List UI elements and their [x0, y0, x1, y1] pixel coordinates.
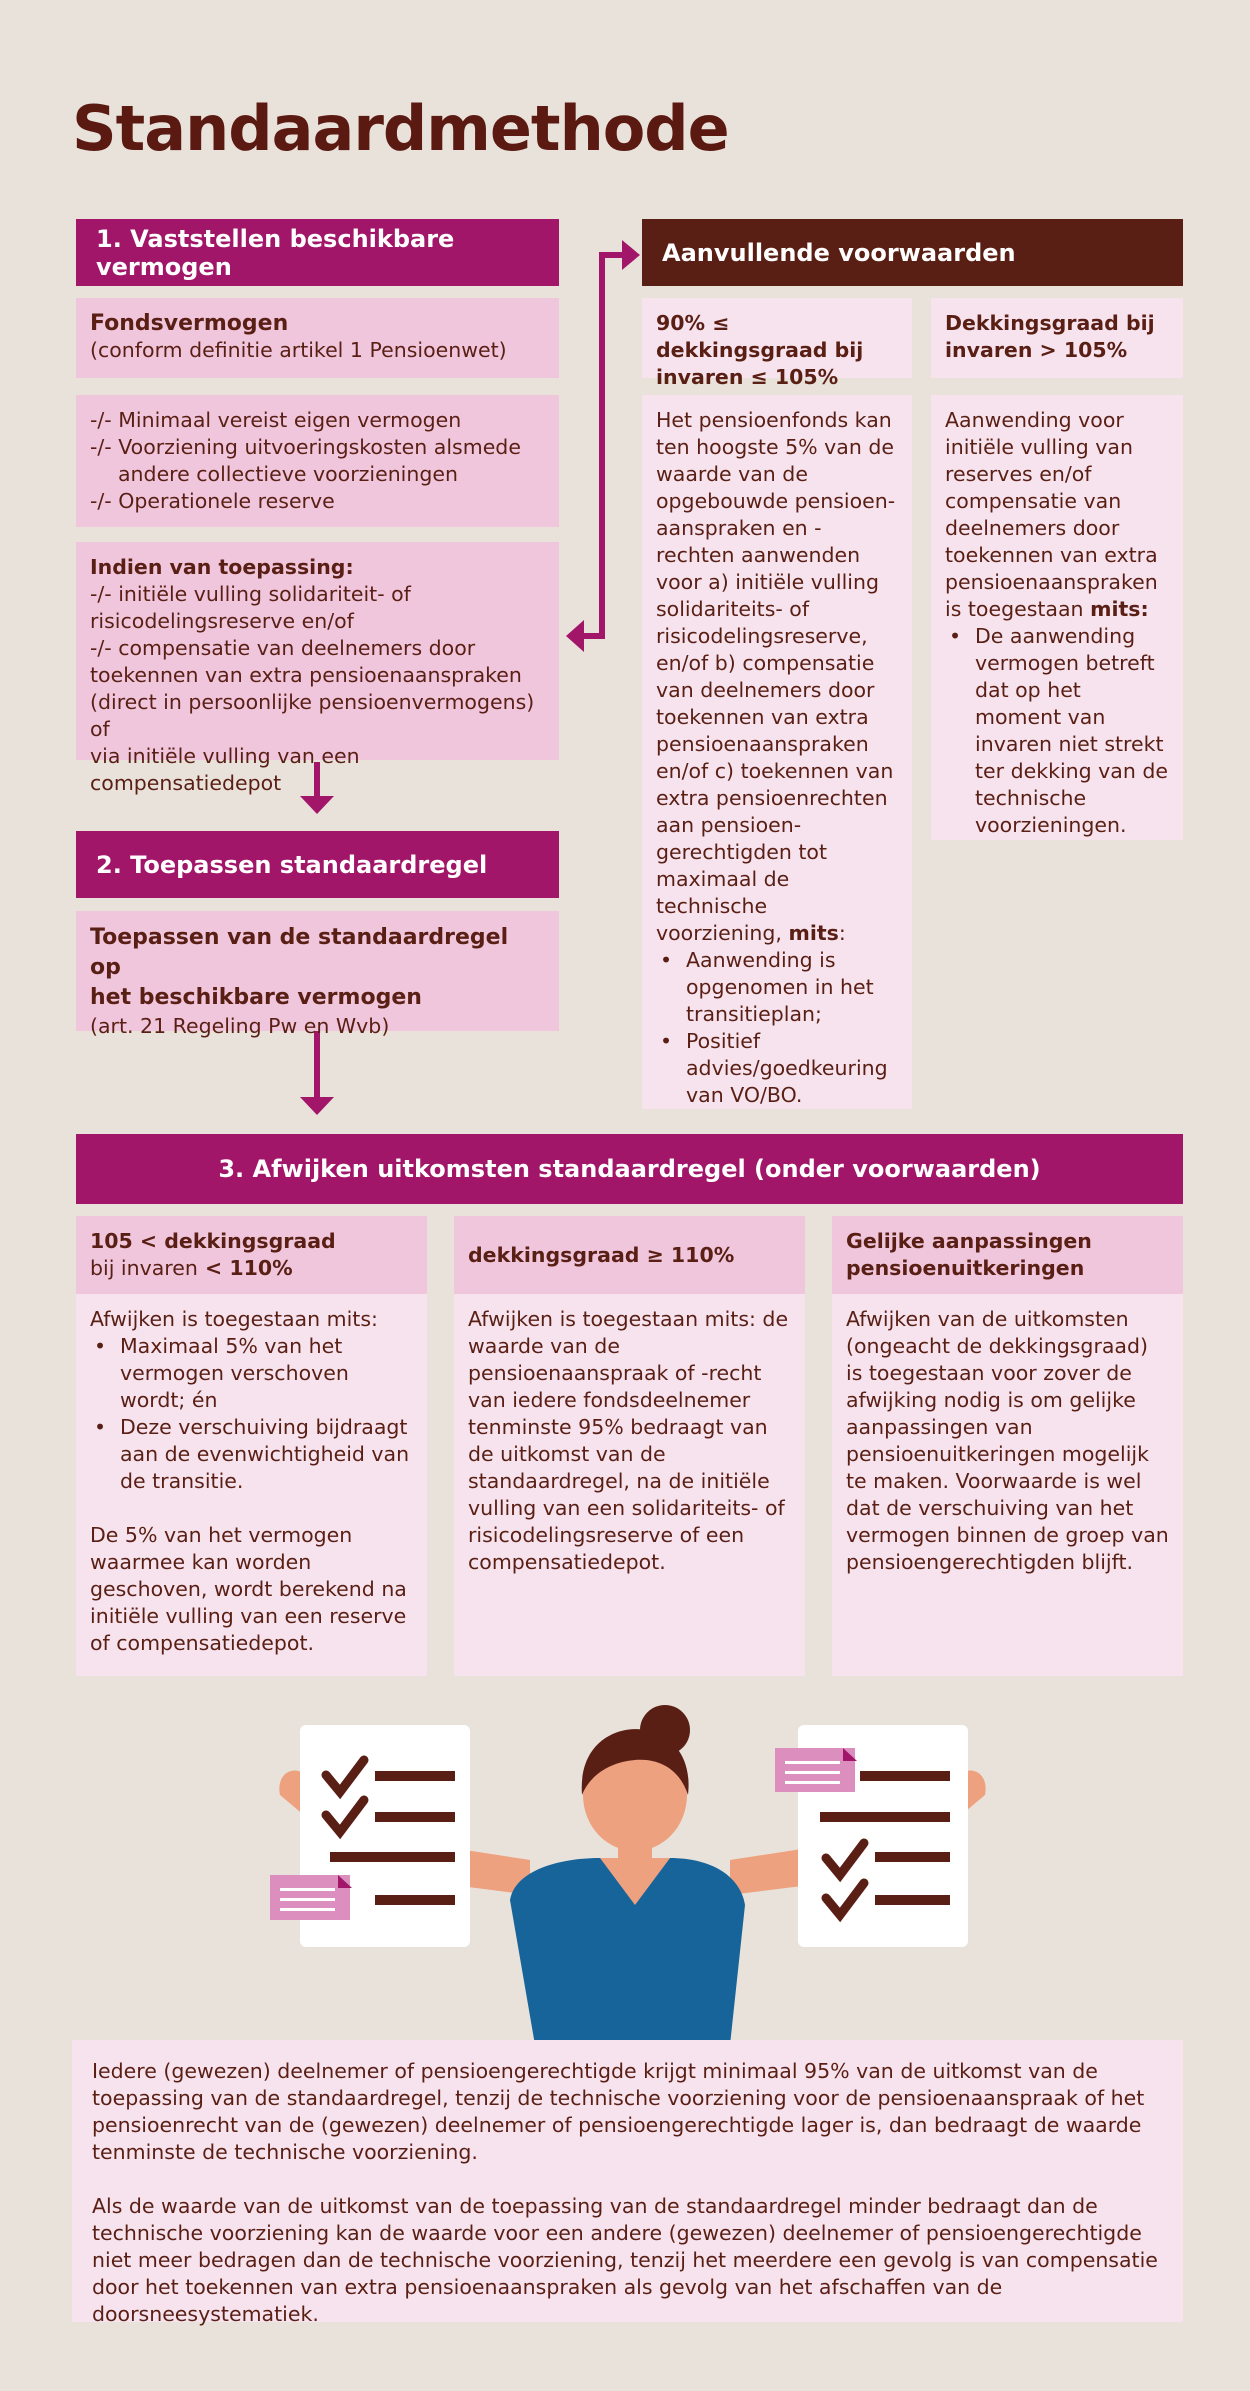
mits-label: mits	[788, 921, 839, 945]
bottom-note-box	[72, 2040, 1183, 2326]
col1-header-c: < 110%	[205, 1256, 293, 1280]
col1-intro: Afwijken is toegestaan mits:	[90, 1307, 378, 1331]
list-item: • Aanwending is opgenomen in het transitieplan;	[656, 947, 898, 1028]
standaardregel-title: Toepassen van de standaardregel op	[90, 925, 509, 980]
note-icon	[775, 1748, 857, 1792]
person-illustration	[260, 1700, 1000, 2045]
indien-line: -/- initiële vulling solidariteit- of	[90, 582, 411, 606]
col1-header-a: 105 < dekkingsgraad	[90, 1229, 336, 1253]
section3-col2-header: dekkingsgraad ≥ 110%	[454, 1216, 805, 1294]
aanvullend-col2-body	[931, 395, 1183, 840]
deduction-line: andere collectieve voorzieningen	[118, 462, 458, 486]
list-item: • Deze verschuiving bijdraagt aan de evenwichtigheid van de transitie.	[90, 1414, 413, 1495]
standaardregel-sub: (art. 21 Regeling Pw en Wvb)	[90, 1014, 390, 1038]
indien-line: toekennen van extra pensioenaanspraken	[90, 663, 522, 687]
indien-line: (direct in persoonlijke pensioenvermogens) of	[90, 690, 535, 741]
standaardregel-box	[76, 911, 559, 1038]
section3-col1-header	[76, 1216, 427, 1294]
deduction-line: -/- Minimaal vereist eigen vermogen	[90, 408, 462, 432]
aanvullend-col1-text: Het pensioenfonds kan ten hoogste 5% van de waarde van de opgebouwde pensioen-aanspraken en -rechten aanwenden voor a) initiële vulling solidariteits- of risicodelingsreserve, en/of b) compensatie van deelnemers door toekennen van extra pensioenaanspraken en/of c) toekennen van extra pensioenrechten aan pensioen-gerechtigden tot maximaal de technische voorziening,	[656, 408, 896, 945]
indien-title: Indien van toepassing:	[90, 555, 354, 579]
bottom-paragraph: Als de waarde van de uitkomst van de toepassing van de standaardregel minder bedraagt dan de technische voorziening kan de waarde voor een andere (gewezen) deelnemer of pensioengerechtigde niet meer bedragen dan de technische voorziening, tenzij het meerdere een gevolg is van compensatie door het toekennen van extra pensioenaanspraken als gevolg van het afschaffen van de doorsneesystematiek.	[92, 2194, 1158, 2326]
indien-line: via initiële vulling van een compensatiedepot	[90, 744, 360, 795]
list-item: • De aanwending vermogen betreft dat op het moment van invaren niet strekt ter dekking van de technische voorzieningen.	[945, 623, 1169, 839]
list-item: • Positief advies/goedkeuring van VO/BO.	[656, 1028, 898, 1109]
section1-header: 1. Vaststellen beschikbare vermogen	[76, 219, 559, 286]
bottom-paragraph: Iedere (gewezen) deelnemer of pensioengerechtigde krijgt minimaal 95% van de uitkomst van de toepassing van de standaardregel, tenzij de technische voorziening voor de pensioenaanspraak of het pensioenrecht van de (gewezen) deelnemer of pensioengerechtigde lager is, dan bedraagt de waarde tenminste de technische voorziening.	[92, 2059, 1145, 2164]
note-icon	[270, 1875, 352, 1920]
aanvullend-col2-text: Aanwending voor initiële vulling van reserves en/of compensatie van deelnemers door toekennen van extra pensioenaanspraken is toegestaan	[945, 408, 1158, 621]
indien-line: -/- compensatie van deelnemers door	[90, 636, 476, 660]
section3-col1-body	[76, 1294, 427, 1676]
mits-label: mits:	[1090, 597, 1149, 621]
list-item: • Maximaal 5% van het vermogen verschoven wordt; én	[90, 1333, 413, 1414]
aanvullend-col2-header: Dekkingsgraad bij invaren > 105%	[931, 298, 1183, 378]
arrow-down-icon	[300, 762, 334, 814]
aanvullend-header: Aanvullende voorwaarden	[642, 219, 1183, 286]
connector-arrow-icon	[566, 240, 640, 652]
standaardregel-title: het beschikbare vermogen	[90, 985, 422, 1010]
section3-header: 3. Afwijken uitkomsten standaardregel (onder voorwaarden)	[76, 1134, 1183, 1204]
fonds-title: Fondsvermogen	[90, 311, 289, 336]
deduction-line: -/- Voorziening uitvoeringskosten alsmede	[90, 435, 521, 459]
aanvullend-col1-header: 90% ≤ dekkingsgraad bij invaren ≤ 105%	[642, 298, 912, 378]
col1-header-b: bij invaren	[90, 1256, 198, 1280]
section2-header: 2. Toepassen standaardregel	[76, 831, 559, 898]
aanvullend-col1-body: Het pensioenfonds kan ten hoogste 5% van de waarde van de opgebouwde pensioen-aanspraken en -rechten aanwenden voor a) initiële vulling solidariteits- of risicodelingsreserve, en/of b) compensatie van deelnemers door toekennen van extra pensioenaanspraken en/of c) toekennen van extra pensioenrechten aan pensioen-gerechtigden tot maximaal de technische voorziening, mits: • Aanwending is opgenomen in het transitieplan; • Positief advies/goedkeuring van VO/BO.	[642, 395, 912, 1109]
fonds-sub: (conform definitie artikel 1 Pensioenwet)	[90, 338, 507, 362]
arrow-down-icon	[300, 1031, 334, 1115]
page-title: Standaardmethode	[72, 92, 729, 165]
indien-line: risicodelingsreserve en/of	[90, 609, 354, 633]
section3-col3-header: Gelijke aanpassingen pensioenuitkeringen	[832, 1216, 1183, 1294]
deduction-line: -/- Operationele reserve	[90, 489, 335, 513]
section3-col3-body: Afwijken van de uitkomsten (ongeacht de dekkingsgraad) is toegestaan voor zover de afwijking nodig is om gelijke aanpassingen van pensioenuitkeringen mogelijk te maken. Voorwaarde is wel dat de verschuiving van het vermogen binnen de groep van pensioengerechtigden blijft.	[832, 1294, 1183, 1676]
col1-note: De 5% van het vermogen waarmee kan worden geschoven, wordt berekend na initiële vulling van een reserve of compensatiedepot.	[90, 1523, 407, 1655]
section3-col2-body: Afwijken is toegestaan mits: de waarde van de pensioenaanspraak of -recht van iedere fondsdeelnemer tenminste 95% bedraagt van de uitkomst van de standaardregel, na de initiële vulling van een solidariteits- of risicodelingsreserve of een compensatiedepot.	[454, 1294, 805, 1676]
